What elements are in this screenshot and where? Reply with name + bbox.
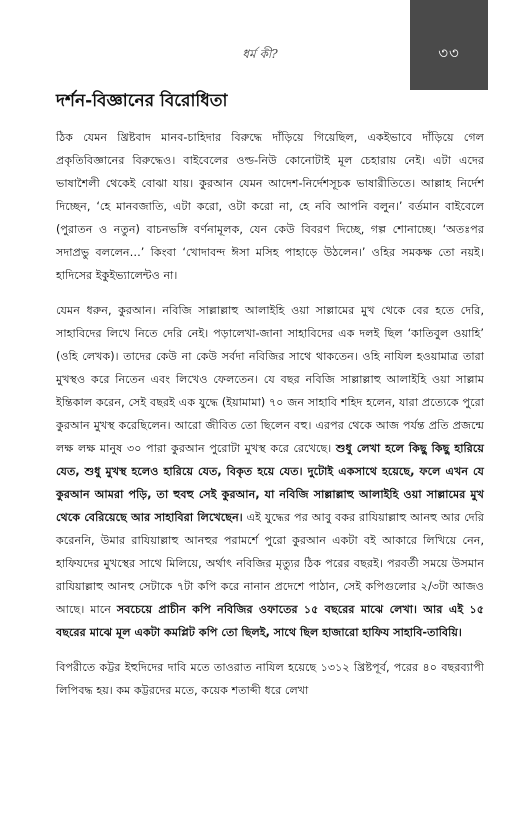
page-number-box	[410, 0, 488, 90]
page-content	[56, 88, 484, 714]
paragraph-2-bold-b: সবচেয়ে প্রাচীন কপি নবিজির ওফাতের ১৫ বছরের মাঝে লেখা। আর এই ১৫ বছরের মাঝে মূল একটা কমপ্লিট কপি তো ছিলই, সাথে ছিল হাজারো হাফিয সাহাবি-তাবিয়ি।	[56, 603, 484, 639]
section-heading: দর্শন-বিজ্ঞানের বিরোধিতা	[56, 91, 228, 111]
paragraph-2-text-b: এই যুদ্ধের পর আবু বকর রাযিয়াল্লাহু আনহু আর দেরি করেননি, উমার রাযিয়াল্লাহু আনহুর পরামর্শে পুরো কুরআন একটা বই আকারে লিখিয়ে নেন, হাফিযদের মুখস্থের সাথে মিলিয়ে, অর্থাৎ নবিজির মৃত্যুর ঠিক পরের বছরই। পরবর্তী সময়ে উসমান রাযিয়াল্লাহু আনহু সেটাকে ৭টা কপি করে নানান প্রদেশে পাঠান, সেই কপিগুলোর ২/৩টা আজও আছে। মানে	[56, 511, 484, 616]
paragraph-2	[56, 299, 484, 644]
paragraph-1: ঠিক যেমন খ্রিষ্টবাদ মানব-চাহিদার বিরুদ্ধে দাঁড়িয়ে গিয়েছিল, একইভাবে দাঁড়িয়ে গেল প্রকৃতিবিজ্ঞানের বিরুদ্ধেও। বাইবেলের ওল্ড-নিউ কোনোটাই মূল চেহারায় নেই। এটা এদের ভাষাশৈলী থেকেই বোঝা যায়। কুরআন যেমন আদেশ-নির্দেশসূচক ভাষারীতিতে। আল্লাহ নির্দেশ দিচ্ছেন, ‘হে মানবজাতি, এটা করো, ওটা করো না, হে নবি আপনি বলুন।’ বর্তমান বাইবেলে (পুরাতন ও নতুন) বাচনভঙ্গি বর্ণনামূলক, যেন কেউ বিবরণ দিচ্ছে, গল্প শোনাচ্ছে। ‘অতঃপর সদাপ্রভু বললেন…’ কিংবা ‘খোদাবন্দ ঈসা মসিহ পাহাড়ে উঠলেন।’ ওহির সমকক্ষ তো নয়ই। হাদিসের ইকুইভ্যালেন্টও না।	[56, 131, 484, 282]
paragraph-2-text-a: যেমন ধরুন, কুরআন। নবিজি সাল্লাল্লাহু আলাইহি ওয়া সাল্লামের মুখ থেকে বের হতে দেরি, সাহাবিদের লিখে নিতে দেরি নেই। পড়ালেখা-জানা সাহাবিদের এক দলই ছিল ‘কাতিবুল ওয়াহি’ (ওহি লেখক)। তাদের কেউ না কেউ সর্বদা নবিজির সাথে থাকতেন। ওহি নাযিল হওয়ামাত্র তারা মুখস্থও করে নিতেন এবং লিখেও ফেলতেন। যে বছর নবিজি সাল্লাল্লাহু আলাইহি ওয়া সাল্লাম ইন্তিকাল করেন, সেই বছরই এক যুদ্ধে (ইয়ামামা) ৭০ জন সাহাবি শহিদ হলেন, যারা প্রত্যেকে পুরো কুরআন মুখস্থ করেছিলেন। আরো জীবিত তো ছিলেন বহু। এরপর থেকে আজ পর্যন্ত প্রতি প্রজন্মে লক্ষ লক্ষ মানুষ ৩০ পারা কুরআন পুরোটা মুখস্থ করে রেখেছে।	[56, 304, 484, 455]
page-number: ৩৩	[438, 44, 460, 62]
paragraph-2-bold-a: শুধু লেখা হলে কিছু কিছু হারিয়ে যেত, শুধু মুখস্থ হলেও হারিয়ে যেত, বিকৃত হয়ে যেত। দুটোই একসাথে হয়েছে, ফলে এখন যে কুরআন আমরা পড়ি, তা হুবহু সেই কুরআন, যা নবিজি সাল্লাল্লাহু আলাইহি ওয়া সাল্লামের মুখ থেকে বেরিয়েছে আর সাহাবিরা লিখেছেন।	[56, 442, 484, 524]
running-title: ধর্ম কী?	[242, 47, 278, 61]
paragraph-3: বিপরীতে কট্টর ইহুদিদের দাবি মতে তাওরাত নাযিল হয়েছে ১৩১২ খ্রিষ্টপূর্ব, পরের ৪০ বছরব্যাপী লিপিবদ্ধ হয়। কম কট্টরদের মতে, কয়েক শতাব্দী ধরে লেখা	[56, 661, 484, 697]
